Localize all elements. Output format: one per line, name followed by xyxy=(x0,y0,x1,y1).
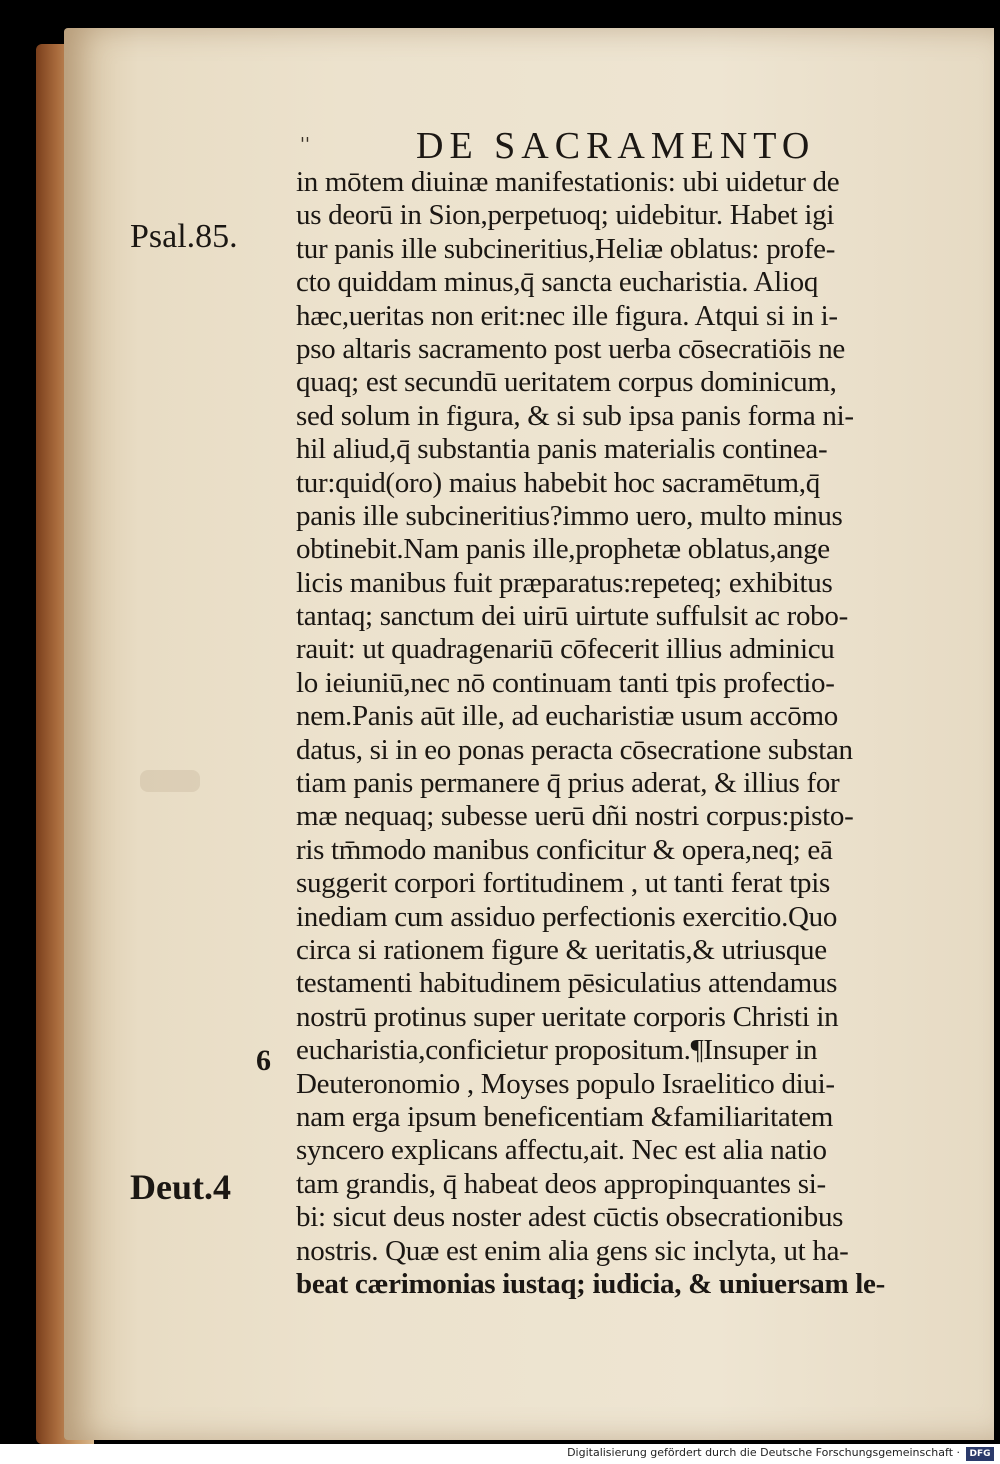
text-line: nostris. Quæ est enim alia gens sic inclyta, ut ha- xyxy=(296,1234,849,1267)
folio-mark: '' xyxy=(300,134,310,155)
text-line: obtinebit.Nam panis ille,prophetæ oblatus,ange xyxy=(296,533,830,566)
running-head: DE SACRAMENTO xyxy=(416,125,816,167)
text-line: tantaq; sanctum dei uirū uirtute suffulsit ac robo- xyxy=(296,600,848,633)
margin-note-number: 6 xyxy=(256,1044,271,1077)
text-line: bi: sicut deus noster adest cūctis obsecrationibus xyxy=(296,1201,844,1234)
text-line: quaq; est secundū ueritatem corpus dominicum, xyxy=(296,366,837,399)
text-line: licis manibus fuit præparatus:repeteq; exhibitus xyxy=(296,566,833,599)
text-line: hil aliud,q̄ substantia panis materialis continea- xyxy=(296,433,828,466)
dfg-logo-icon: DFG xyxy=(966,1447,994,1461)
body-text xyxy=(296,166,986,1316)
text-line: pso altaris sacramento post uerba cōsecratiōis ne xyxy=(296,332,845,365)
text-line: testamenti habitudinem pēsiculatius attendamus xyxy=(296,967,838,1000)
text-line: in mōtem diuinæ manifestationis: ubi uidetur de xyxy=(296,166,840,198)
text-line: sed solum in figura, & si sub ipsa panis forma ni- xyxy=(296,399,854,432)
text-line: us deorū in Sion,perpetuoq; uidebitur. Habet igi xyxy=(296,199,835,232)
text-line: tur panis ille subcineritius,Heliæ oblatus: profe- xyxy=(296,232,836,265)
page-header xyxy=(290,124,950,170)
text-line: cto quiddam minus,q̄ sancta eucharistia. Alioq xyxy=(296,266,819,299)
margin-note-deuteronomy: Deut.4 xyxy=(130,1167,231,1207)
text-line: tur:quid(oro) maius habebit hoc sacramētum,q̄ xyxy=(296,466,820,499)
show-through-mark xyxy=(140,770,200,792)
margin-note-psalm: Psal.85. xyxy=(130,218,238,255)
digitization-footer xyxy=(0,1444,1000,1464)
text-line: datus, si in eo ponas peracta cōsecratione substan xyxy=(296,733,853,766)
funding-credit: Digitalisierung gefördert durch die Deutsche Forschungsgemeinschaft · xyxy=(567,1446,960,1459)
text-line: rauit: ut quadragenariū cōfecerit illius adminicu xyxy=(296,633,835,666)
text-line: nem.Panis aūt ille, ad eucharistiæ usum accōmo xyxy=(296,700,838,733)
text-line: syncero explicans affectu,ait. Nec est alia natio xyxy=(296,1134,827,1167)
text-line: nam erga ipsum beneficentiam &familiaritatem xyxy=(296,1100,834,1133)
text-line: nostrū protinus super ueritate corporis Christi in xyxy=(296,1000,839,1033)
text-line: Deuteronomio , Moyses populo Israelitico diui- xyxy=(296,1067,835,1100)
text-line: tiam panis permanere q̄ prius aderat, & illius for xyxy=(296,767,840,800)
text-line: beat cærimonias iustaq; iudicia, & uniuersam le- xyxy=(296,1267,885,1300)
text-line: ris tm̄modo manibus conficitur & opera,neq; eā xyxy=(296,833,833,866)
text-line: circa si rationem figure & ueritatis,& utriusque xyxy=(296,933,827,966)
text-line: tam grandis, q̄ habeat deos appropinquantes si- xyxy=(296,1167,826,1200)
text-line: panis ille subcineritius?immo uero, multo minus xyxy=(296,499,843,532)
text-line: eucharistia,conficietur propositum.¶Insuper in xyxy=(296,1034,818,1067)
text-line: lo ieiuniū,nec nō continuam tanti tpis profectio- xyxy=(296,666,835,699)
text-line: mæ nequaq; subesse uerū dñi nostri corpus:pisto- xyxy=(296,800,854,833)
text-line: inediam cum assiduo perfectionis exercitio.Quo xyxy=(296,900,838,933)
text-line: suggerit corpori fortitudinem , ut tanti ferat tpis xyxy=(296,867,830,900)
text-line: hæc,ueritas non erit:nec ille figura. Atqui si in i- xyxy=(296,299,838,332)
